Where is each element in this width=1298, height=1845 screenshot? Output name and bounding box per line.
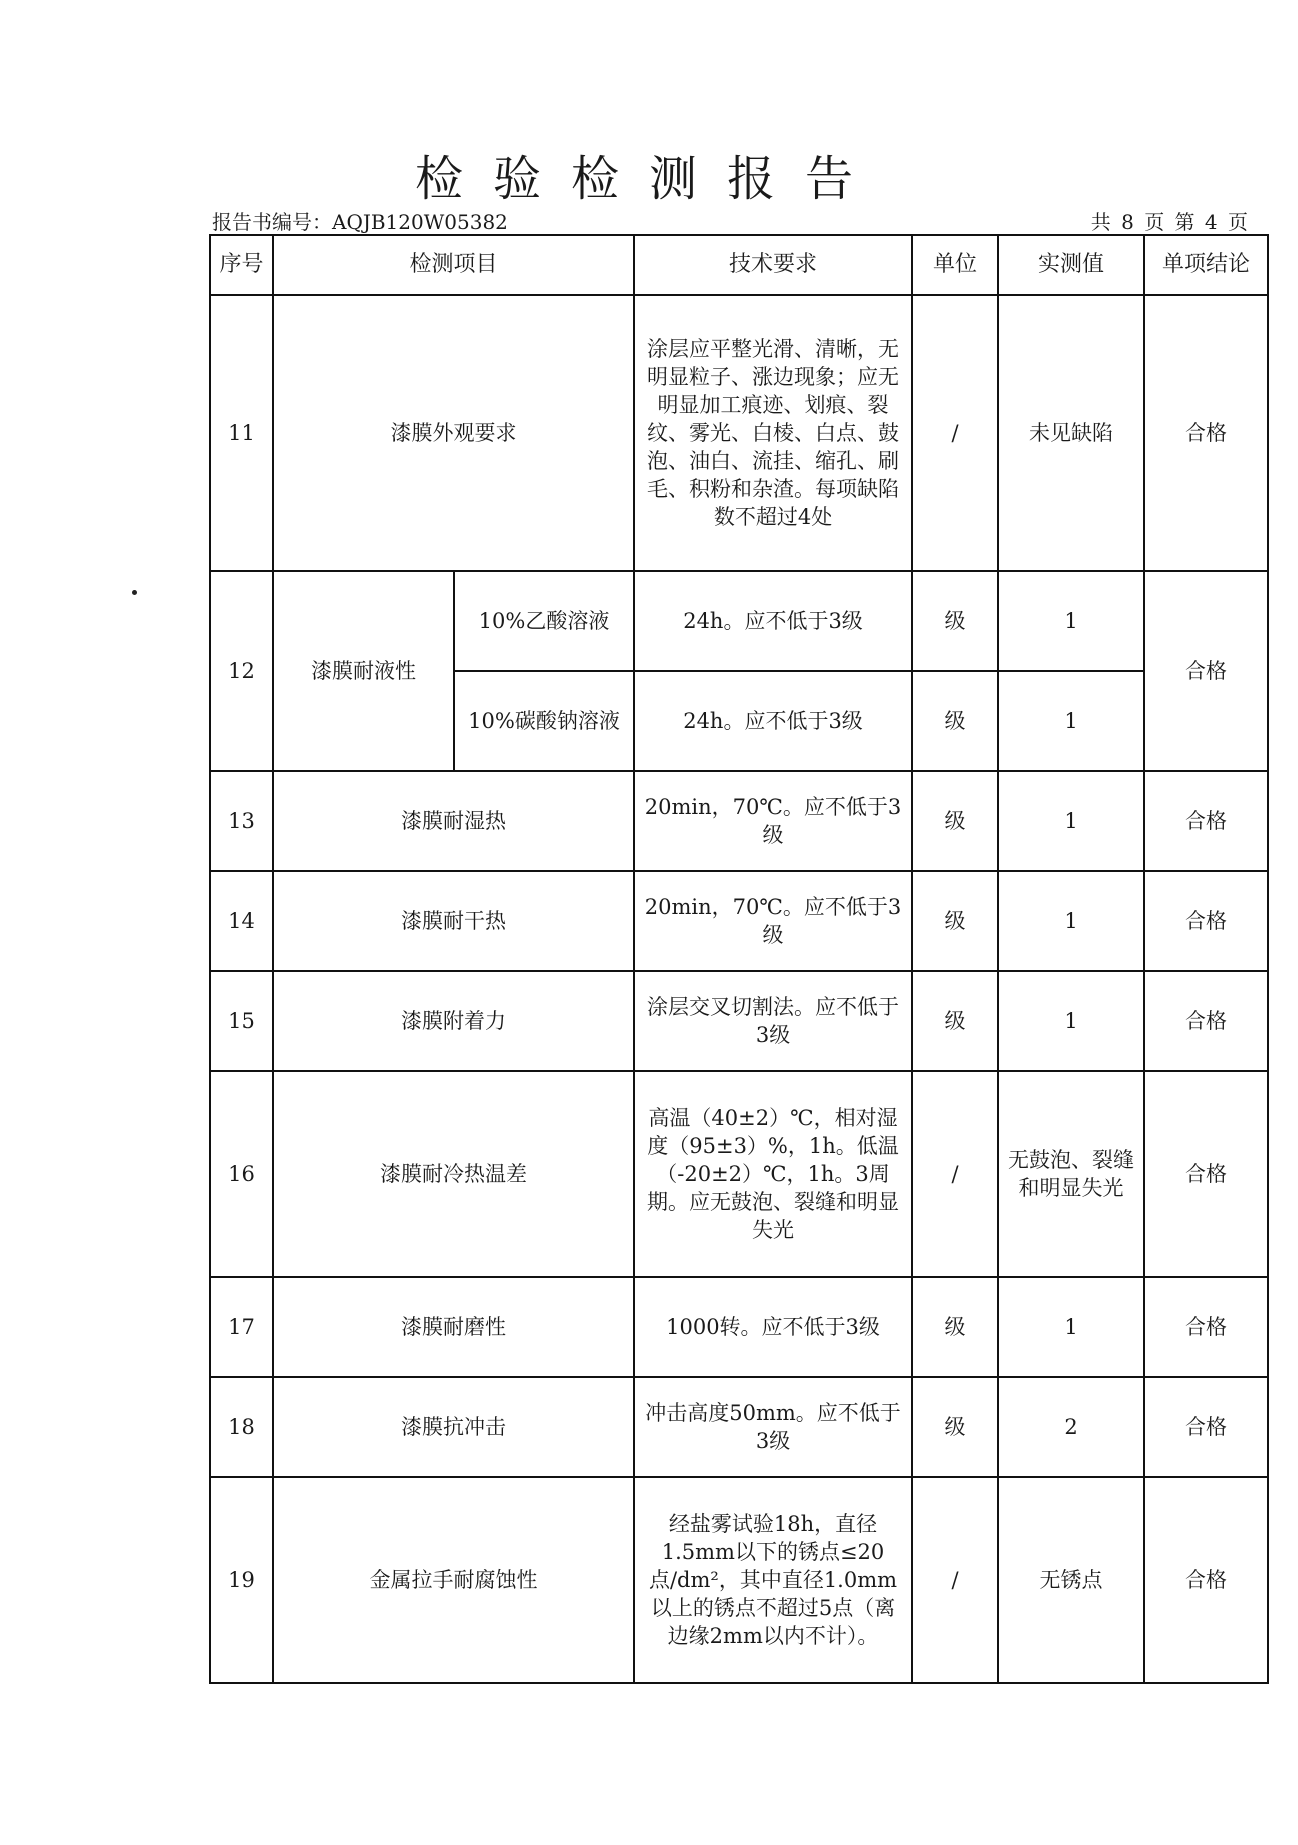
row-conclusion: 合格 [1144,1071,1268,1277]
row-requirement: 冲击高度50mm。应不低于3级 [634,1377,912,1477]
row-measured: 1 [998,871,1144,971]
table-row [210,1277,1268,1377]
row-seq: 15 [210,971,273,1071]
row-measured: 未见缺陷 [998,295,1144,571]
row-unit: / [912,1071,998,1277]
row-requirement: 24h。应不低于3级 [634,671,912,771]
row-seq: 14 [210,871,273,971]
row-conclusion: 合格 [1144,295,1268,571]
row-requirement: 经盐雾试验18h，直径1.5mm以下的锈点≤20点/dm²，其中直径1.0mm以上的锈点不超过5点（离边缘2mm以内不计）。 [634,1477,912,1683]
header-requirement: 技术要求 [634,235,912,295]
row-requirement: 24h。应不低于3级 [634,571,912,671]
report-title: 检验检测报告 [414,151,883,207]
row-seq: 17 [210,1277,273,1377]
row-unit: 级 [912,871,998,971]
header-conclusion: 单项结论 [1144,235,1268,295]
row-item: 漆膜耐冷热温差 [273,1071,634,1277]
table-row [210,1071,1268,1277]
row-item: 漆膜抗冲击 [273,1377,634,1477]
row-item: 金属拉手耐腐蚀性 [273,1477,634,1683]
row-conclusion: 合格 [1144,1277,1268,1377]
row-requirement: 高温（40±2）℃，相对湿度（95±3）%，1h。低温（-20±2）℃，1h。3周期。应无鼓泡、裂缝和明显失光 [634,1071,912,1277]
sub-item-name: 10%乙酸溶液 [454,571,634,671]
row-measured: 1 [998,771,1144,871]
row-requirement: 20min，70℃。应不低于3级 [634,871,912,971]
row-measured: 1 [998,571,1144,671]
row-conclusion: 合格 [1144,971,1268,1071]
row-unit: 级 [912,771,998,871]
row-measured: 1 [998,671,1144,771]
row-requirement: 涂层交叉切割法。应不低于3级 [634,971,912,1071]
row-requirement: 20min，70℃。应不低于3级 [634,771,912,871]
row-measured: 无锈点 [998,1477,1144,1683]
table-header-row [210,235,1268,295]
row-measured: 2 [998,1377,1144,1477]
row-conclusion: 合格 [1144,871,1268,971]
row-seq: 13 [210,771,273,871]
sub-item-name: 10%碳酸钠溶液 [454,671,634,771]
row-measured: 1 [998,1277,1144,1377]
row-conclusion: 合格 [1144,1477,1268,1683]
table-row [210,295,1268,571]
row-seq: 19 [210,1477,273,1683]
table-row [210,771,1268,871]
row-unit: / [912,295,998,571]
row-requirement: 1000转。应不低于3级 [634,1277,912,1377]
inspection-table [209,234,1269,1684]
row-conclusion: 合格 [1144,771,1268,871]
ink-dot [132,590,137,595]
row-conclusion: 合格 [1144,571,1268,771]
header-item: 检测项目 [273,235,634,295]
row-unit: 级 [912,571,998,671]
row-requirement: 涂层应平整光滑、清晰，无明显粒子、涨边现象；应无明显加工痕迹、划痕、裂纹、雾光、白棱、白点、鼓泡、油白、流挂、缩孔、刷毛、积粉和杂渣。每项缺陷数不超过4处 [634,295,912,571]
row-item: 漆膜耐液性 [273,571,454,771]
row-unit: / [912,1477,998,1683]
table-row [210,971,1268,1071]
row-conclusion: 合格 [1144,1377,1268,1477]
report-number: 报告书编号：AQJB120W05382 [212,210,508,234]
row-measured: 1 [998,971,1144,1071]
row-unit: 级 [912,971,998,1071]
row-unit: 级 [912,1277,998,1377]
row-unit: 级 [912,671,998,771]
header-unit: 单位 [912,235,998,295]
row-item: 漆膜附着力 [273,971,634,1071]
row-seq: 18 [210,1377,273,1477]
row-unit: 级 [912,1377,998,1477]
row-seq: 11 [210,295,273,571]
page-info: 共 8 页 第 4 页 [1090,210,1250,234]
row-item: 漆膜外观要求 [273,295,634,571]
table-row [210,1377,1268,1477]
row-item: 漆膜耐湿热 [273,771,634,871]
header-seq: 序号 [210,235,273,295]
row-measured: 无鼓泡、裂缝和明显失光 [998,1071,1144,1277]
table-row [210,571,1268,671]
row-seq: 12 [210,571,273,771]
header-measured: 实测值 [998,235,1144,295]
table-row [210,871,1268,971]
row-item: 漆膜耐磨性 [273,1277,634,1377]
row-item: 漆膜耐干热 [273,871,634,971]
table-row [210,1477,1268,1683]
row-seq: 16 [210,1071,273,1277]
